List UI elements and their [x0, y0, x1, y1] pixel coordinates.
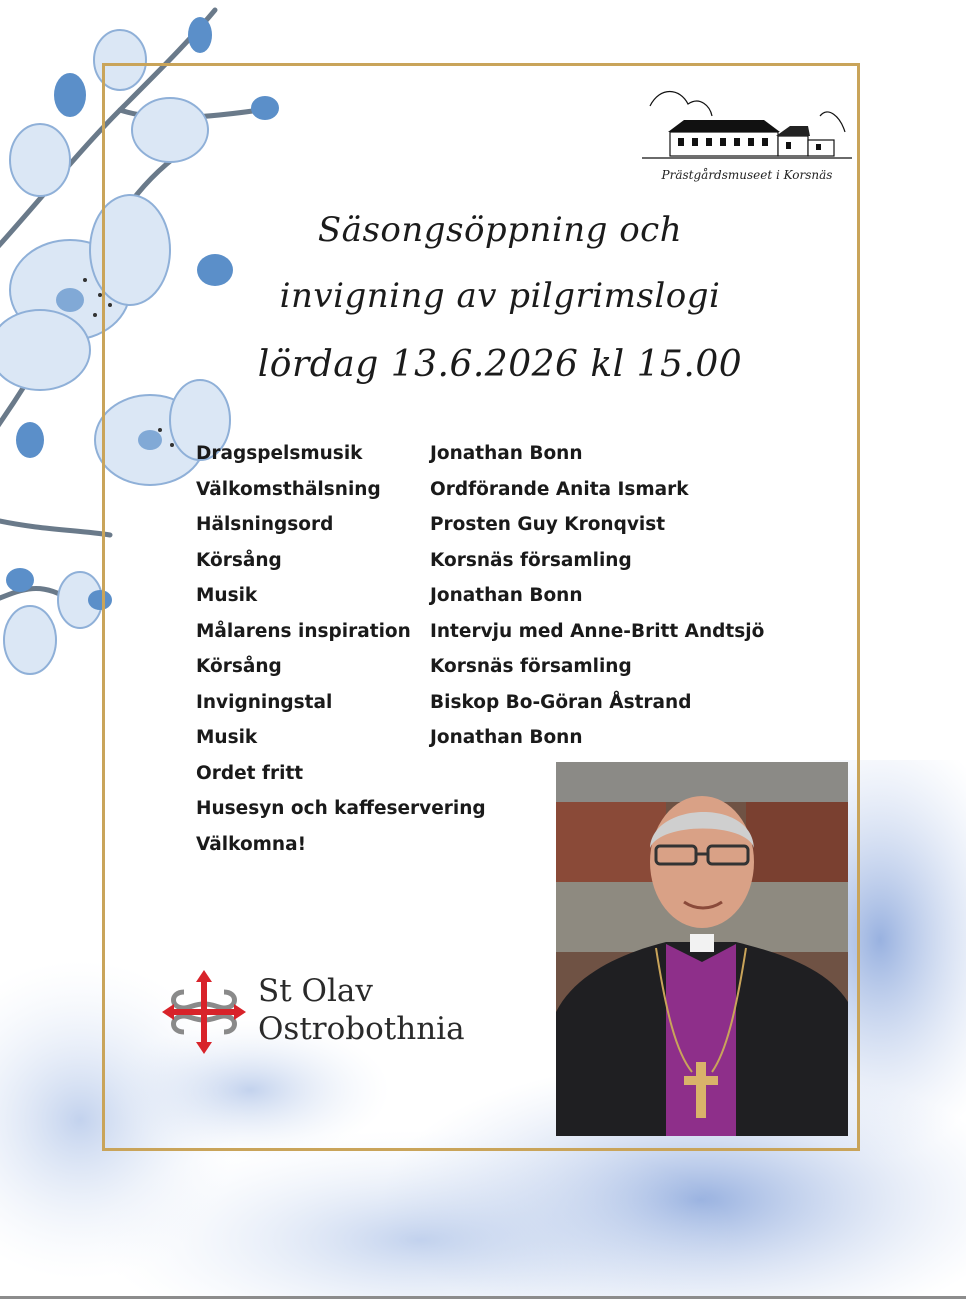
program-row	[196, 578, 816, 614]
program-performer: Jonathan Bonn	[430, 443, 583, 465]
program-performer: Jonathan Bonn	[430, 727, 583, 749]
program-activity: Dragspelsmusik	[196, 443, 363, 465]
welcome-text: Välkomna!	[196, 833, 307, 855]
program-performer: Korsnäs församling	[430, 549, 632, 571]
program-row	[196, 649, 816, 685]
program-performer: Ordförande Anita Ismark	[430, 478, 689, 500]
program-activity: Musik	[196, 585, 258, 607]
program-row	[196, 543, 816, 579]
program-performer: Jonathan Bonn	[430, 585, 583, 607]
st-olav-logo-text	[258, 972, 465, 1048]
title-date: lördag 13.6.2026 kl 15.00	[257, 344, 743, 385]
program-row	[196, 472, 816, 508]
program-row	[196, 685, 816, 721]
title-line-1: Säsongsöppning och	[317, 210, 683, 250]
program-activity: Körsång	[196, 549, 282, 571]
program-performer: Biskop Bo-Göran Åstrand	[430, 691, 692, 713]
program-activity: Musik	[196, 727, 258, 749]
title-line-2: invigning av pilgrimslogi	[279, 276, 721, 316]
program-activity: Invigningstal	[196, 691, 333, 713]
program-activity: Välkomsthälsning	[196, 478, 381, 500]
program-extra-husesyn: Husesyn och kaffeservering	[196, 798, 486, 820]
program-row	[196, 614, 816, 650]
st-olav-cross-icon	[160, 968, 248, 1056]
st-olav-line-1: St Olav	[258, 973, 373, 1009]
bishop-portrait	[556, 762, 848, 1136]
program-performer: Intervju med Anne-Britt Andtsjö	[430, 620, 765, 642]
program-row	[196, 720, 816, 756]
program-performer: Prosten Guy Kronqvist	[430, 514, 666, 536]
program-row	[196, 436, 816, 472]
st-olav-line-2: Ostrobothnia	[258, 1011, 465, 1047]
bottom-divider	[0, 1296, 966, 1299]
program-activity: Målarens inspiration	[196, 620, 411, 642]
program-activity: Hälsningsord	[196, 514, 334, 536]
museum-caption: Prästgårdsmuseet i Korsnäs	[661, 168, 833, 182]
program-extra-ordet-fritt: Ordet fritt	[196, 762, 304, 784]
program-performer: Korsnäs församling	[430, 656, 632, 678]
program-row	[196, 507, 816, 543]
program-activity: Körsång	[196, 656, 282, 678]
